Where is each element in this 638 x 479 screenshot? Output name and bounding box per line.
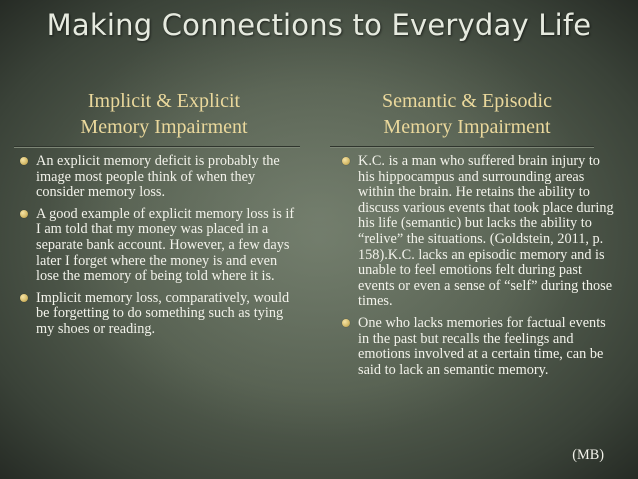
right-heading-divider <box>330 146 594 148</box>
bullet-text: K.C. is a man who suffered brain injury to his hippocampus and surrounding areas within the brain. He retains the ability to discuss various events that took place during his life (semantic) but lacks the ability to “relive” the situations. (Goldstein, 2011, p. 158).K.C. lacks an episodic memory and is unable to feel emotions felt during past events or even a sense of “self” during those times. <box>358 153 614 310</box>
slide-title: Making Connections to Everyday Life <box>46 8 592 42</box>
list-item <box>336 316 614 378</box>
bullet-dot-icon <box>342 157 350 165</box>
right-heading-line1: Semantic & Episodic <box>382 90 552 112</box>
right-heading-line2: Memory Impairment <box>383 116 551 138</box>
left-bullet-list <box>14 154 302 344</box>
bullet-text: An explicit memory deficit is probably the image most people think of when they consider memory loss. <box>36 153 280 201</box>
bullet-text: One who lacks memories for factual events in the past but recalls the feelings and emotions involved at a certain time, can be said to lack an semantic memory. <box>358 314 606 378</box>
bullet-dot-icon <box>20 294 28 302</box>
left-heading-line1: Implicit & Explicit <box>87 90 241 112</box>
left-heading-line2: Memory Impairment <box>80 116 248 138</box>
bullet-text: Implicit memory loss, comparatively, would be forgetting to do something such as tying my shoes or reading. <box>36 289 290 337</box>
right-column-heading <box>332 88 602 140</box>
author-initials: (MB) <box>572 447 604 463</box>
list-item <box>14 154 302 201</box>
left-column-heading <box>28 88 300 140</box>
bullet-dot-icon <box>20 210 28 218</box>
left-heading-divider <box>14 146 300 148</box>
right-bullet-list <box>336 154 614 384</box>
bullet-dot-icon <box>20 157 28 165</box>
bullet-text: A good example of explicit memory loss is if I am told that my money was placed in a separate bank account. However, a few days later I forget where the money is and even lose the memory of being told where it is. <box>36 205 295 285</box>
list-item <box>14 291 302 338</box>
list-item <box>336 154 614 310</box>
bullet-dot-icon <box>342 319 350 327</box>
list-item <box>14 207 302 285</box>
